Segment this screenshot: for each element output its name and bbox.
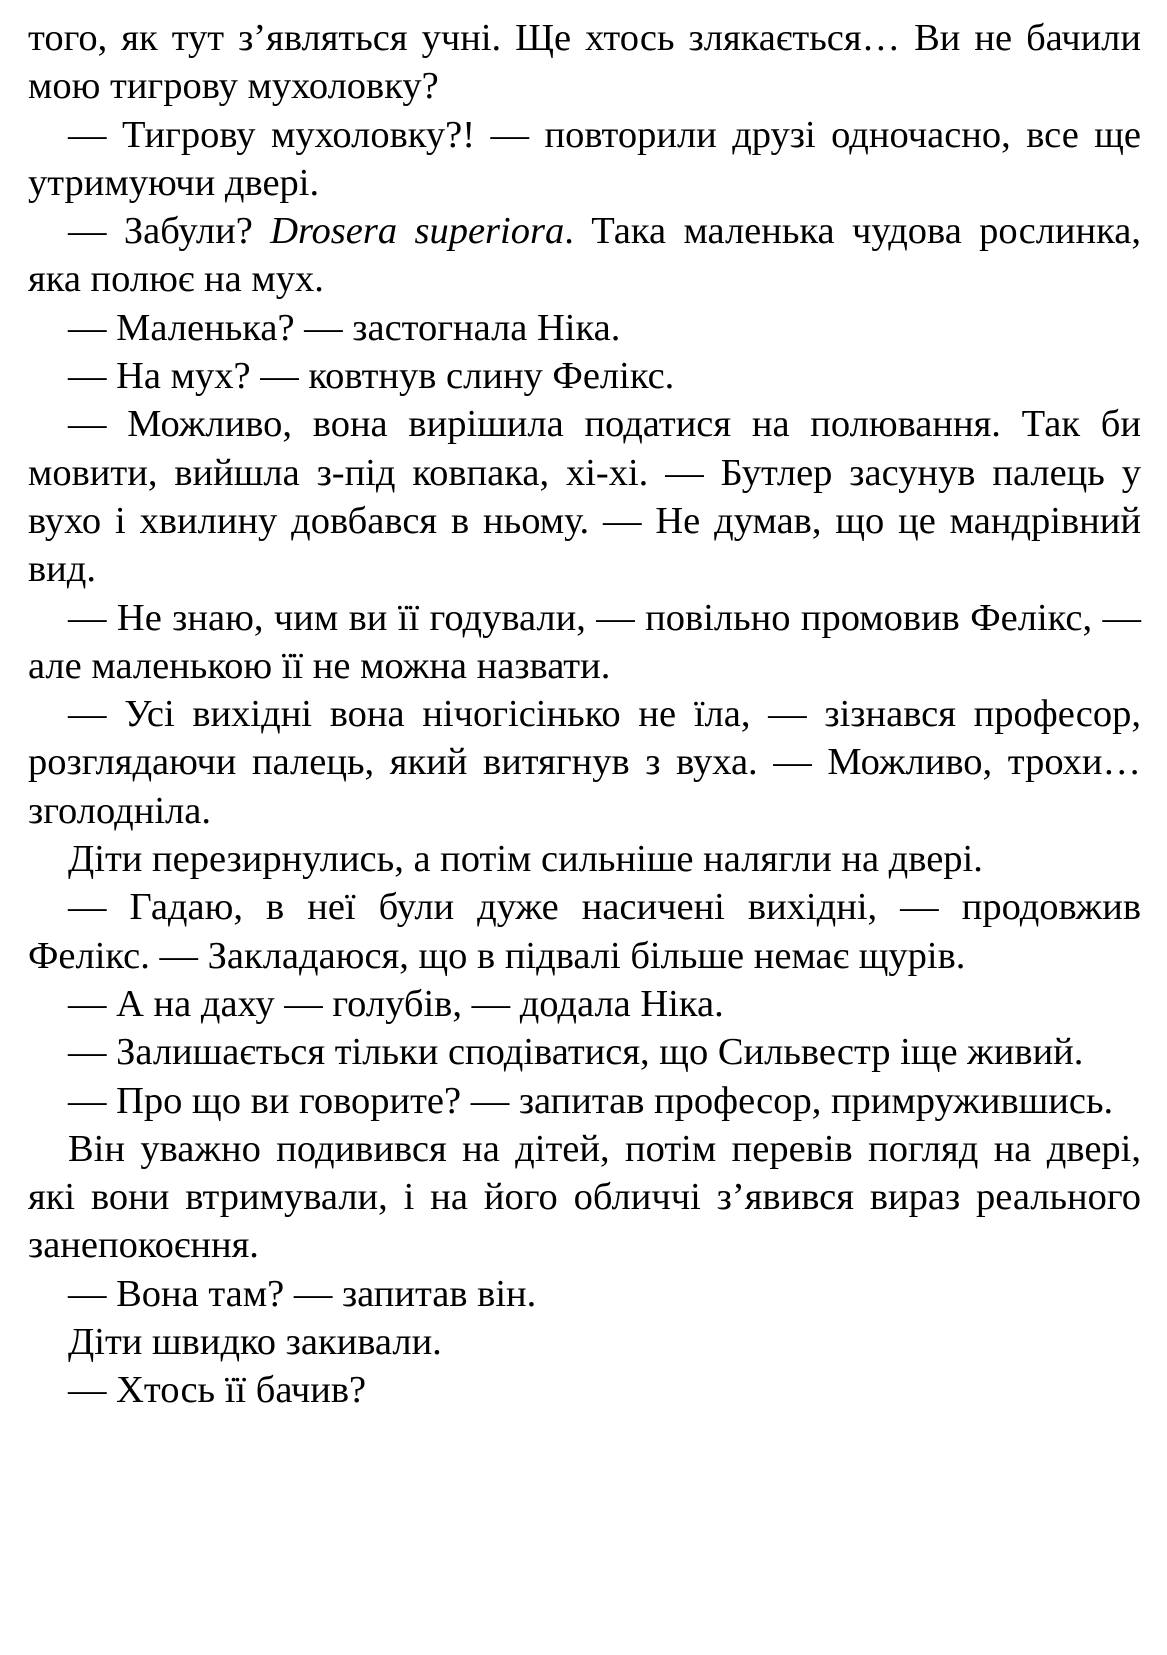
paragraph-4: — Маленька? — застогнала Ніка. <box>68 306 621 349</box>
paragraph-12: — Залишається тільки сподіватися, що Сильвестр іще живий. <box>68 1031 1084 1074</box>
paragraph-13: — Про що ви говорите? — запитав професор, примружившись. <box>68 1079 1114 1122</box>
book-page <box>28 14 1141 1415</box>
paragraph-16: Діти швидко закивали. <box>68 1321 442 1364</box>
paragraph-14: Він уважно подивився на дітей, потім перевів погляд на двері, які вони втримували, і на його обличчі з’явився вираз реального занепокоєння. <box>28 1127 1141 1267</box>
paragraph-15: — Вона там? — запитав він. <box>68 1272 537 1315</box>
latin-species-name: Drosera superiora <box>270 210 565 253</box>
paragraph-17: — Хтось її бачив? <box>68 1369 367 1412</box>
paragraph-3 <box>28 207 1141 304</box>
paragraph-6: — Можливо, вона вирішила податися на полювання. Так би мовити, вийшла з-під ковпака, хі-хі. — Бутлер засунув палець у вухо і хвилину довбався в ньому. — Не думав, що це мандрівний вид. <box>28 403 1141 591</box>
paragraph-9: Діти перезирнулись, а потім сильніше налягли на двері. <box>68 838 983 881</box>
paragraph-3-after: . Така маленька чудова рослинка, яка полює на мух. <box>28 210 1141 301</box>
paragraph-5: — На мух? — ковтнув слину Фелікс. <box>68 355 675 398</box>
paragraph-10: — Гадаю, в неї були дуже насичені вихідні, — продовжив Фелікс. — Закладаюся, що в підвалі більше немає щурів. <box>28 886 1141 977</box>
paragraph-11: — А на даху — голубів, — додала Ніка. <box>68 982 724 1025</box>
paragraph-2: — Тигрову мухоловку?! — повторили друзі одночасно, все ще утримуючи двері. <box>28 113 1141 204</box>
paragraph-8: — Усі вихідні вона нічогісінько не їла, — зізнався професор, розглядаючи палець, який витягнув з вуха. — Можливо, трохи… зголодніла. <box>28 693 1141 832</box>
paragraph-3-before: — Забули? <box>68 210 271 253</box>
paragraph-7: — Не знаю, чим ви її годували, — повільно промовив Фелікс, — але маленькою її не можна назвати. <box>28 596 1141 687</box>
paragraph-1: того, як тут з’являться учні. Ще хтось злякається… Ви не бачили мою тигрову мухоловку? <box>28 17 1141 108</box>
